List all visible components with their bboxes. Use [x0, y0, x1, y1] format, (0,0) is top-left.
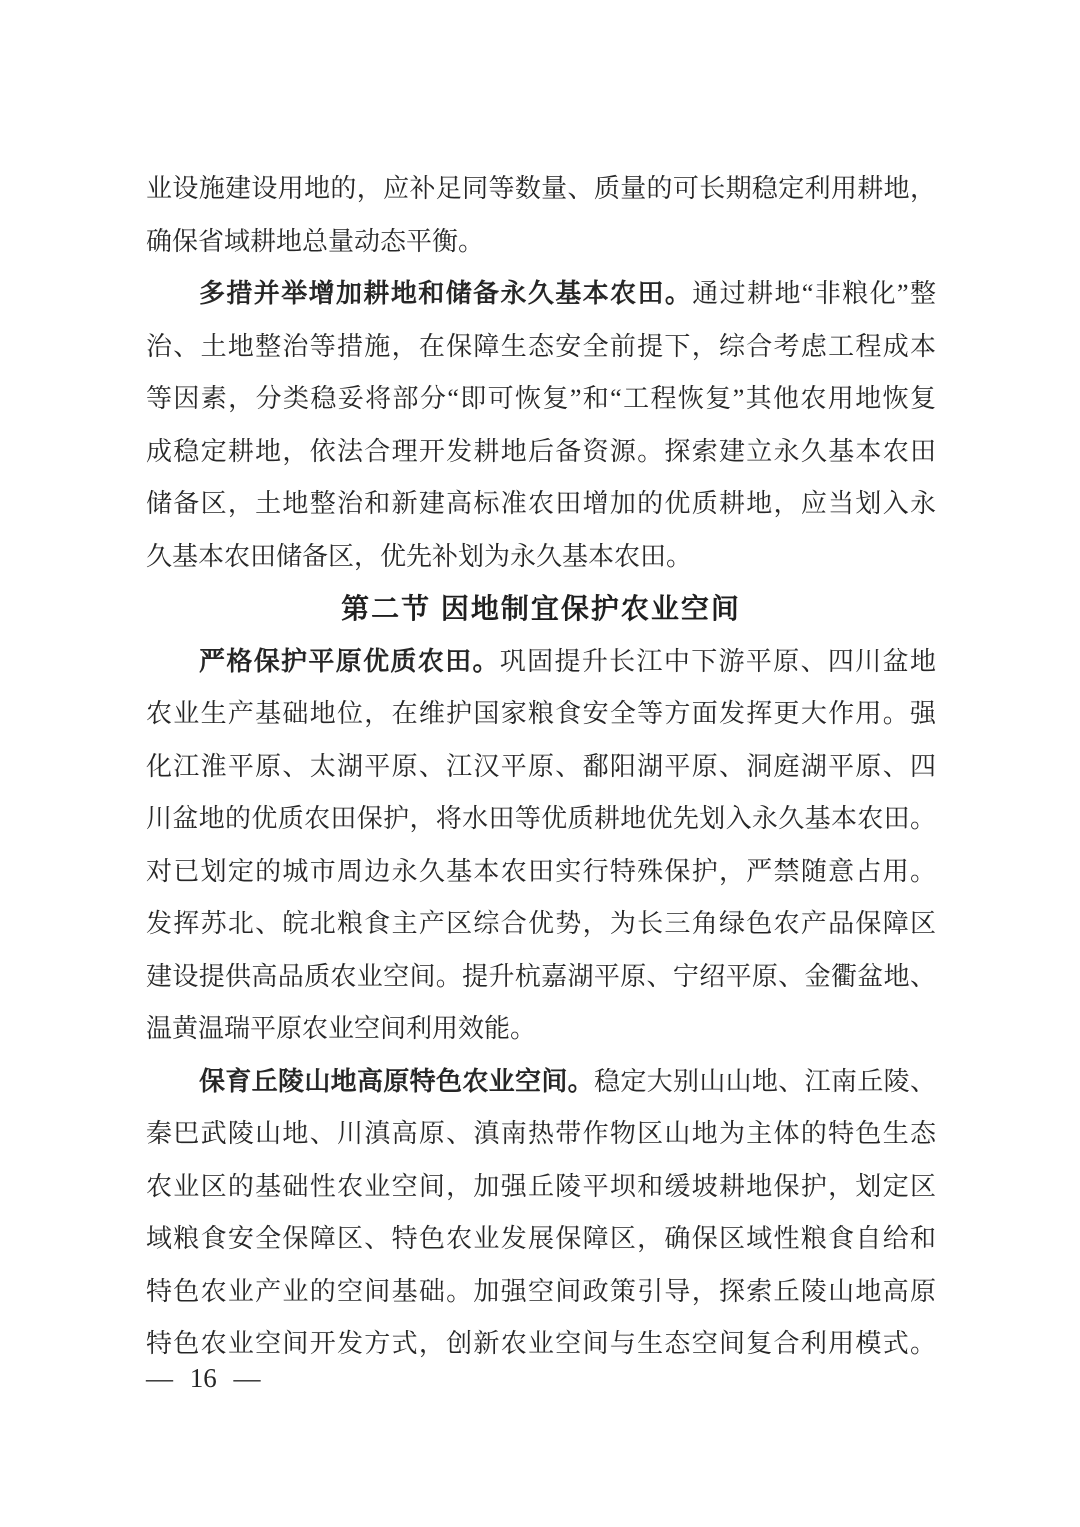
text-line: [146, 741, 936, 794]
paragraph-lead-text: 严格保护平原优质农田。: [199, 646, 500, 676]
paragraph-text: 农业生产基础地位，在维护国家粮食安全等方面发挥更大作用。强: [146, 699, 936, 728]
paragraph-text: 秦巴武陵山地、川滇高原、滇南热带作物区山地为主体的特色生态: [146, 1119, 936, 1148]
paragraph-text: 等因素，分类稳妥将部分“即可恢复”和“工程恢复”其他农用地恢复: [146, 384, 936, 413]
paragraph-text: 通过耕地“非粮化”整: [692, 279, 936, 308]
paragraph-text: 川盆地的优质农田保护，将水田等优质耕地优先划入永久基本农田。: [146, 804, 936, 833]
paragraph-text: 农业区的基础性农业空间，加强丘陵平坝和缓坡耕地保护，划定区: [146, 1171, 936, 1201]
paragraph-text: 稳定大别山山地、江南丘陵、: [593, 1066, 936, 1096]
paragraph-text: 成稳定耕地，依法合理开发耕地后备资源。探索建立永久基本农田: [146, 436, 936, 466]
paragraph-text: 域粮食安全保障区、特色农业发展保障区，确保区域性粮食自给和: [146, 1224, 936, 1253]
text-line: [146, 1003, 936, 1056]
paragraph-text: 建设提供高品质农业空间。提升杭嘉湖平原、宁绍平原、金衢盆地、: [146, 961, 936, 991]
paragraph-text: 久基本农田储备区，优先补划为永久基本农田。: [146, 541, 693, 571]
text-line: [146, 688, 936, 741]
text-line: [146, 1056, 936, 1109]
text-line: [146, 426, 936, 479]
paragraph-text: 储备区，土地整治和新建高标准农田增加的优质耕地，应当划入永: [146, 489, 936, 518]
text-line: [146, 1266, 936, 1319]
paragraph-text: 化江淮平原、太湖平原、江汉平原、鄱阳湖平原、洞庭湖平原、四: [146, 751, 936, 781]
text-line: [146, 1318, 936, 1371]
paragraph-lead-text: 多措并举增加耕地和储备永久基本农田。: [199, 279, 693, 308]
text-line: [146, 216, 936, 269]
section-heading: 第二节 因地制宜保护农业空间: [341, 593, 741, 624]
text-line: [146, 321, 936, 374]
text-line: [146, 531, 936, 584]
text-line: [146, 478, 936, 531]
text-line: [146, 1108, 936, 1161]
paragraph-text: 对已划定的城市周边永久基本农田实行特殊保护，严禁随意占用。: [146, 856, 936, 886]
page-number: — 16 —: [146, 1363, 261, 1393]
paragraph-text: 业设施建设用地的，应补足同等数量、质量的可长期稳定利用耕地，: [146, 174, 936, 203]
text-line: [146, 636, 936, 689]
paragraph-text: 特色农业产业的空间基础。加强空间政策引导，探索丘陵山地高原: [146, 1276, 936, 1306]
paragraph-text: 治、土地整治等措施，在保障生态安全前提下，综合考虑工程成本: [146, 331, 936, 361]
text-line: [146, 793, 936, 846]
paragraph-text: 特色农业空间开发方式，创新农业空间与生态空间复合利用模式。: [146, 1329, 936, 1358]
paragraph-text: 确保省域耕地总量动态平衡。: [146, 226, 485, 256]
paragraph-text: 发挥苏北、皖北粮食主产区综合优势，为长三角绿色农产品保障区: [146, 909, 936, 938]
paragraph-text: 温黄温瑞平原农业空间利用效能。: [146, 1014, 537, 1043]
text-line: [146, 898, 936, 951]
paragraph-text: 巩固提升长江中下游平原、四川盆地: [499, 646, 936, 676]
text-line: [146, 268, 936, 321]
text-line: [146, 1213, 936, 1266]
document-body: [146, 163, 936, 1371]
text-line: [146, 846, 936, 899]
text-line: [146, 373, 936, 426]
text-line: [146, 163, 936, 216]
text-line: [146, 951, 936, 1004]
paragraph-lead-text: 保育丘陵山地高原特色农业空间。: [199, 1066, 594, 1096]
text-line: [146, 1161, 936, 1214]
